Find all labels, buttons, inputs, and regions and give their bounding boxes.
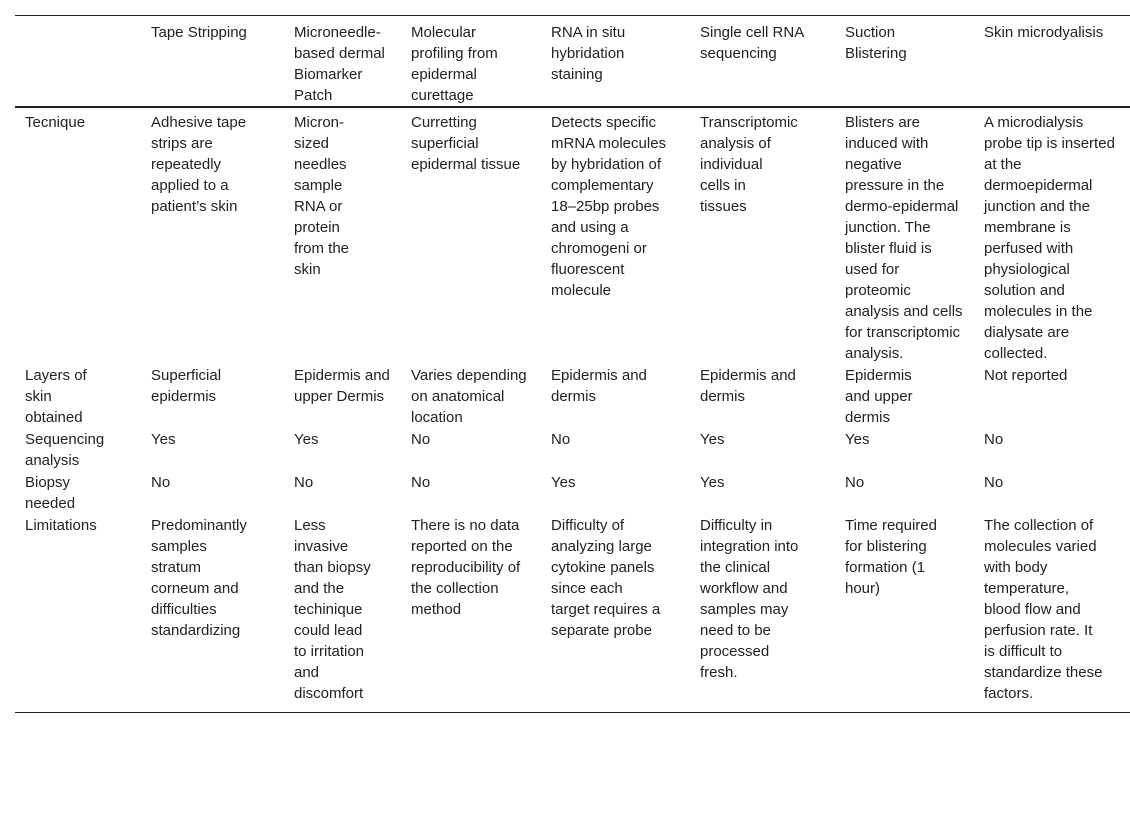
cell-technique-rna-in-situ: Detects specific mRNA molecules by hybridation of complementary 18–25bp probes and using a chromogeni or fluorescent molecule	[551, 114, 667, 299]
header-skin-microdialysis: Skin microdyalisis	[984, 24, 1104, 41]
cell-layers-microdialysis: Not reported	[984, 367, 1068, 384]
cell-technique-suction: Blisters are induced with negative pressure in the dermo-epidermal junction. The blister fluid is used for proteomic analysis and cells for transcriptomic analysis.	[845, 114, 963, 362]
cell-text: Less invasive than biopsy and the techinique could lead to irritation and discomfort	[294, 517, 371, 702]
cell-layers-tape-stripping	[141, 365, 284, 429]
cell-limitations-microdialysis	[974, 515, 1130, 713]
header-empty-cell	[15, 16, 141, 108]
cell-text: Adhesive tape strips are repeatedly applied to a patient’s skin	[151, 114, 247, 215]
cell-text: Layers of skin obtained	[25, 367, 87, 426]
cell-text: Epidermis and upper dermis	[845, 367, 913, 426]
cell-layers-suction	[835, 365, 974, 429]
cell-sequencing-microneedle: Yes	[294, 431, 319, 448]
cell-limitations-single-cell	[690, 515, 835, 713]
header-suction-blistering	[835, 16, 974, 108]
table-row-limitations	[15, 515, 1130, 713]
cell-text: Transcriptomic analysis of individual cells in tissues	[700, 114, 798, 215]
cell-limitations-rna-in-situ	[541, 515, 690, 713]
cell-sequencing-tape-stripping: Yes	[151, 431, 176, 448]
cell-limitations-microneedle	[284, 515, 401, 713]
header-suction-text: Suction Blistering	[845, 24, 907, 62]
cell-text: Biopsy needed	[25, 474, 76, 512]
cell-text: Micron-sized needles sample RNA or protein from the skin	[294, 114, 350, 278]
cell-sequencing-curettage: No	[411, 431, 431, 448]
row-label-layers	[15, 365, 141, 429]
header-tape-stripping: Tape Stripping	[151, 24, 247, 41]
cell-biopsy-curettage: No	[411, 474, 431, 491]
cell-layers-rna-in-situ: Epidermis and dermis	[551, 367, 647, 405]
cell-biopsy-microdialysis: No	[984, 474, 1004, 491]
header-rna-in-situ	[541, 16, 690, 108]
cell-limitations-tape-stripping	[141, 515, 284, 713]
header-single-cell-rna: Single cell RNA sequencing	[700, 24, 804, 62]
cell-limitations-suction	[835, 515, 974, 713]
cell-biopsy-rna-in-situ: Yes	[551, 474, 576, 491]
row-label-technique: Tecnique	[25, 114, 86, 131]
table-row-technique	[15, 107, 1130, 365]
cell-text: Time required for blistering formation (1 hour)	[845, 517, 937, 597]
cell-text: The collection of molecules varied with body temperature, blood flow and perfusion rate. It is difficult to standardize these factors.	[984, 517, 1103, 702]
table-header-row	[15, 16, 1130, 108]
comparison-table-container	[15, 15, 1130, 713]
cell-biopsy-suction: No	[845, 474, 865, 491]
cell-sequencing-microdialysis: No	[984, 431, 1004, 448]
cell-technique-microdialysis: A microdialysis probe tip is inserted at the dermoepidermal junction and the membrane is perfused with physiological solution and molecules in the dialysate are collected.	[984, 114, 1115, 362]
row-label-sequencing: Sequencing analysis	[25, 431, 105, 469]
cell-technique-tape-stripping	[141, 107, 284, 365]
cell-layers-single-cell: Epidermis and dermis	[700, 367, 796, 405]
cell-sequencing-suction: Yes	[845, 431, 870, 448]
cell-biopsy-tape-stripping: No	[151, 474, 171, 491]
table-row-biopsy	[15, 472, 1130, 515]
table-row-layers	[15, 365, 1130, 429]
cell-text: Superficial epidermis	[151, 367, 222, 405]
row-label-limitations: Limitations	[25, 517, 97, 534]
skin-sampling-methods-table	[15, 15, 1130, 713]
cell-limitations-curettage: There is no data reported on the reproducibility of the collection method	[411, 517, 521, 618]
header-microneedle-patch	[284, 16, 401, 108]
cell-text: Predominantly samples stratum corneum and difficulties standardizing	[151, 517, 247, 639]
cell-sequencing-rna-in-situ: No	[551, 431, 571, 448]
header-microneedle-text: Microneedle-based dermal Biomarker Patch	[294, 24, 385, 104]
cell-text: Difficulty in integration into the clinical workflow and samples may need to be processed fresh.	[700, 517, 799, 681]
header-epidermal-curettage: Molecular profiling from epidermal curettage	[411, 24, 498, 104]
cell-layers-curettage: Varies depending on anatomical location	[411, 367, 527, 426]
cell-text: Difficulty of analyzing large cytokine panels since each target requires a separate probe	[551, 517, 661, 639]
row-label-biopsy	[15, 472, 141, 515]
cell-technique-single-cell	[690, 107, 835, 365]
header-rna-text: RNA in situ hybridation staining	[551, 24, 626, 83]
cell-biopsy-microneedle: No	[294, 474, 314, 491]
cell-sequencing-single-cell: Yes	[700, 431, 725, 448]
cell-biopsy-single-cell: Yes	[700, 474, 725, 491]
cell-layers-microneedle: Epidermis and upper Dermis	[294, 367, 390, 405]
table-row-sequencing	[15, 429, 1130, 472]
cell-technique-curettage: Curretting superficial epidermal tissue	[411, 114, 521, 173]
cell-technique-microneedle	[284, 107, 401, 365]
